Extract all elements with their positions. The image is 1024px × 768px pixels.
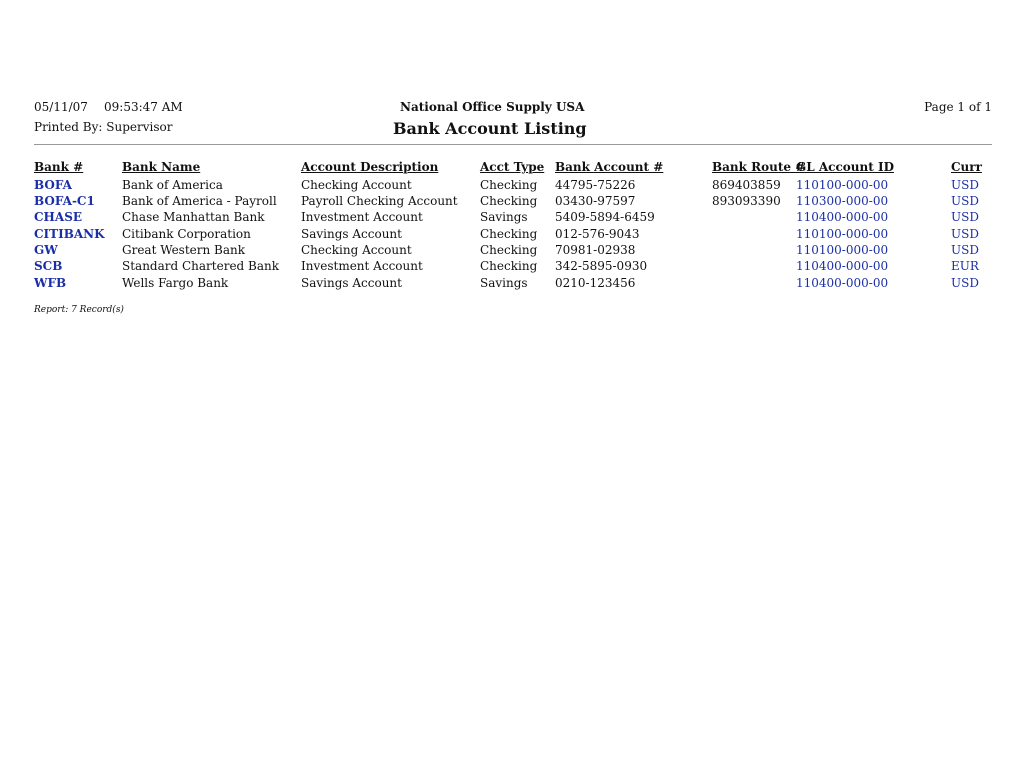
bank-id-link[interactable]: GW bbox=[34, 243, 58, 257]
column-header-gl-account: GL Account ID bbox=[796, 160, 894, 174]
account-description-cell: Investment Account bbox=[301, 210, 423, 224]
acct-type-cell: Savings bbox=[480, 210, 528, 224]
gl-account-link[interactable]: 110100-000-00 bbox=[796, 227, 889, 241]
gl-account-link[interactable]: 110400-000-00 bbox=[796, 210, 889, 224]
account-description-cell: Investment Account bbox=[301, 259, 423, 273]
acct-type-cell: Checking bbox=[480, 227, 538, 241]
account-description-cell: Savings Account bbox=[301, 276, 402, 290]
bank-id-link[interactable]: WFB bbox=[34, 276, 67, 290]
acct-type-cell: Checking bbox=[480, 243, 538, 257]
acct-type-cell: Checking bbox=[480, 178, 538, 192]
bank-name-cell: Citibank Corporation bbox=[122, 227, 251, 241]
account-description-cell: Checking Account bbox=[301, 178, 412, 192]
bank-route-cell: 869403859 bbox=[712, 178, 781, 192]
table-row bbox=[0, 243, 1024, 259]
page-number: Page 1 of 1 bbox=[924, 100, 992, 114]
report-title: Bank Account Listing bbox=[393, 119, 587, 138]
currency-link[interactable]: USD bbox=[951, 227, 979, 241]
column-header-currency: Curr bbox=[951, 160, 982, 174]
bank-name-cell: Bank of America bbox=[122, 178, 223, 192]
account-description-cell: Checking Account bbox=[301, 243, 412, 257]
table-row bbox=[0, 210, 1024, 226]
bank-id-link[interactable]: BOFA-C1 bbox=[34, 194, 95, 208]
account-description-cell: Savings Account bbox=[301, 227, 402, 241]
bank-name-cell: Wells Fargo Bank bbox=[122, 276, 229, 290]
bank-account-cell: 342-5895-0930 bbox=[555, 259, 648, 273]
table-row bbox=[0, 178, 1024, 194]
table-row bbox=[0, 227, 1024, 243]
header-divider bbox=[34, 144, 992, 145]
table-row bbox=[0, 194, 1024, 210]
bank-name-cell: Bank of America - Payroll bbox=[122, 194, 277, 208]
bank-name-cell: Chase Manhattan Bank bbox=[122, 210, 265, 224]
currency-link[interactable]: USD bbox=[951, 178, 979, 192]
record-count: Report: 7 Record(s) bbox=[34, 305, 124, 315]
bank-account-cell: 012-576-9043 bbox=[555, 227, 640, 241]
company-name: National Office Supply USA bbox=[400, 100, 585, 114]
gl-account-link[interactable]: 110300-000-00 bbox=[796, 194, 889, 208]
gl-account-link[interactable]: 110400-000-00 bbox=[796, 276, 889, 290]
bank-account-cell: 5409-5894-6459 bbox=[555, 210, 655, 224]
bank-id-link[interactable]: BOFA bbox=[34, 178, 72, 192]
currency-link[interactable]: USD bbox=[951, 194, 979, 208]
column-header-bank-id: Bank # bbox=[34, 160, 84, 174]
bank-id-link[interactable]: SCB bbox=[34, 259, 63, 273]
acct-type-cell: Checking bbox=[480, 194, 538, 208]
column-header-account-description: Account Description bbox=[301, 160, 439, 174]
currency-link[interactable]: EUR bbox=[951, 259, 979, 273]
bank-id-link[interactable]: CITIBANK bbox=[34, 227, 105, 241]
column-header-bank-account: Bank Account # bbox=[555, 160, 664, 174]
column-header-acct-type: Acct Type bbox=[480, 160, 545, 174]
currency-link[interactable]: USD bbox=[951, 243, 979, 257]
report-date: 05/11/07 bbox=[34, 100, 88, 114]
bank-account-cell: 03430-97597 bbox=[555, 194, 636, 208]
acct-type-cell: Savings bbox=[480, 276, 528, 290]
bank-name-cell: Standard Chartered Bank bbox=[122, 259, 280, 273]
acct-type-cell: Checking bbox=[480, 259, 538, 273]
column-header-bank-route: Bank Route # bbox=[712, 160, 806, 174]
printed-by: Printed By: Supervisor bbox=[34, 120, 173, 134]
account-description-cell: Payroll Checking Account bbox=[301, 194, 458, 208]
bank-account-cell: 44795-75226 bbox=[555, 178, 636, 192]
bank-id-link[interactable]: CHASE bbox=[34, 210, 83, 224]
bank-route-cell: 893093390 bbox=[712, 194, 781, 208]
currency-link[interactable]: USD bbox=[951, 210, 979, 224]
gl-account-link[interactable]: 110100-000-00 bbox=[796, 243, 889, 257]
bank-name-cell: Great Western Bank bbox=[122, 243, 246, 257]
table-row bbox=[0, 259, 1024, 275]
gl-account-link[interactable]: 110100-000-00 bbox=[796, 178, 889, 192]
column-header-bank-name: Bank Name bbox=[122, 160, 201, 174]
gl-account-link[interactable]: 110400-000-00 bbox=[796, 259, 889, 273]
bank-account-cell: 0210-123456 bbox=[555, 276, 636, 290]
currency-link[interactable]: USD bbox=[951, 276, 979, 290]
table-row bbox=[0, 276, 1024, 292]
bank-account-cell: 70981-02938 bbox=[555, 243, 636, 257]
report-time: 09:53:47 AM bbox=[104, 100, 183, 114]
